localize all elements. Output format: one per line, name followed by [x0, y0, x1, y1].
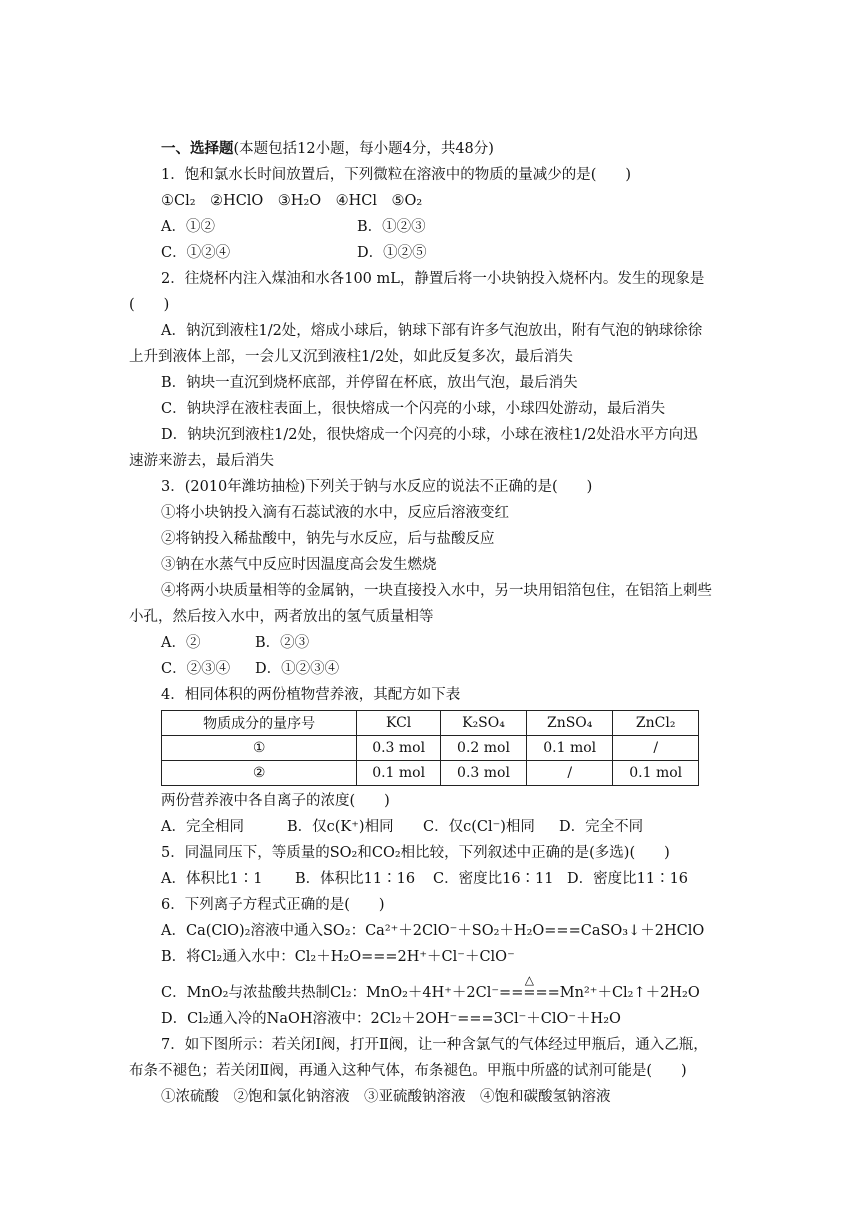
q2-stem-line1: 2．往烧杯内注入煤油和水各100 mL，静置后将一小块钠投入烧杯内。发生的现象是: [161, 271, 705, 287]
q7-items: ①浓硫酸 ②饱和氯化钠溶液 ③亚硫酸钠溶液 ④饱和碳酸氢钠溶液: [161, 1089, 611, 1105]
table-cell: 0.1 mol: [527, 736, 613, 761]
q4-option-d: D．完全不同: [559, 819, 644, 835]
q5-option-d: D．密度比11∶16: [567, 871, 689, 887]
q4-tail: 两份营养液中各自离子的浓度( ): [161, 793, 390, 809]
q3-options-ab: [129, 630, 699, 656]
table-row: [162, 761, 699, 786]
q5-options: [129, 866, 699, 892]
q7-stem-line1: 7．如下图所示：若关闭Ⅰ阀，打开Ⅱ阀，让一种含氯气的气体经过甲瓶后，通入乙瓶，: [161, 1037, 708, 1053]
q3-statement-3: ③钠在水蒸气中反应时因温度高会发生燃烧: [161, 557, 437, 573]
question-body: [129, 136, 712, 1110]
table-header-cell: 物质成分的量序号: [162, 711, 357, 736]
q5-option-b: B．体积比11∶16: [295, 871, 416, 887]
q3-options-cd: [129, 656, 699, 682]
table-header-row: [162, 711, 699, 736]
q2-option-a-line1: A．钠沉到液柱1/2处，熔成小球后，钠球下部有许多气泡放出，附有气泡的钠球徐徐: [161, 323, 703, 339]
q3-option-b: B．②③: [255, 635, 310, 651]
table-cell: ①: [162, 736, 357, 761]
q6-option-c-left: C．MnO₂与浓盐酸共热制Cl₂：MnO₂＋4H⁺＋2Cl⁻: [161, 985, 500, 1001]
q5-option-a: A．体积比1∶1: [161, 871, 263, 887]
q4-stem: 4．相同体积的两份植物营养液，其配方如下表: [161, 687, 461, 703]
q3-option-a: A．②: [161, 635, 201, 651]
q3-statement-1: ①将小块钠投入滴有石蕊试液的水中，反应后溶液变红: [161, 505, 509, 521]
q6-option-c: [129, 973, 700, 1006]
heat-triangle-icon: △: [524, 973, 535, 987]
q2-option-d-line2: 速游来游去，最后消失: [129, 453, 274, 469]
q3-option-c: C．②③④: [161, 661, 231, 677]
section-heading: [129, 136, 699, 162]
q4-option-c: C．仅c(Cl⁻)相同: [423, 819, 535, 835]
q6-option-c-right: Mn²⁺＋Cl₂↑＋2H₂O: [559, 985, 700, 1001]
table-header-cell: ZnCl₂: [613, 711, 699, 736]
q6-option-d: D．Cl₂通入冷的NaOH溶液中：2Cl₂＋2OH⁻===3Cl⁻＋ClO⁻＋H₂O: [161, 1011, 621, 1027]
q5-stem: 5．同温同压下，等质量的SO₂和CO₂相比较，下列叙述中正确的是(多选)( ): [161, 845, 670, 861]
table-cell: /: [527, 761, 613, 786]
q4-option-b: B．仅c(K⁺)相同: [287, 819, 394, 835]
table-header-cell: K₂SO₄: [440, 711, 526, 736]
q3-statement-2: ②将钠投入稀盐酸中，钠先与水反应，后与盐酸反应: [161, 531, 495, 547]
q5-option-c: C．密度比16∶11: [433, 871, 554, 887]
q1-items: ①Cl₂ ②HClO ③H₂O ④HCl ⑤O₂: [161, 193, 423, 209]
q1-option-a: A．①②: [161, 219, 215, 235]
q3-option-d: D．①②③④: [255, 661, 340, 677]
q6-option-a: A．Ca(ClO)₂溶液中通入SO₂：Ca²⁺＋2ClO⁻＋SO₂＋H₂O===CaSO₃↓＋2HClO: [161, 923, 705, 939]
reaction-arrow: =====: [499, 985, 560, 1001]
table-cell: 0.3 mol: [440, 761, 526, 786]
q2-option-d-line1: D．钠块沉到液柱1/2处，很快熔成一个闪亮的小球，小球在液柱1/2处沿水平方向迅: [161, 427, 698, 443]
q4-options: [129, 814, 699, 840]
q2-option-a-line2: 上升到液体上部，一会儿又沉到液柱1/2处，如此反复多次，最后消失: [129, 349, 573, 365]
q3-statement-4-line1: ④将两小块质量相等的金属钠，一块直接投入水中，另一块用铝箔包住，在铝箔上刺些: [161, 583, 712, 599]
q7-stem-line2: 布条不褪色；若关闭Ⅱ阀，再通入这种气体，布条褪色。甲瓶中所盛的试剂可能是( ): [129, 1063, 687, 1079]
heating-arrow: [499, 973, 560, 1006]
table-cell: 0.2 mol: [440, 736, 526, 761]
q4-option-a: A．完全相同: [161, 819, 244, 835]
q1-option-b: B．①②③: [357, 219, 426, 235]
q2-stem-line2: ( ): [129, 297, 170, 313]
section-note: (本题包括12小题，每小题4分，共48分): [233, 141, 494, 157]
table-cell: ②: [162, 761, 357, 786]
q1-stem: 1．饱和氯水长时间放置后，下列微粒在溶液中的物质的量减少的是( ): [161, 167, 632, 183]
q2-option-b: B．钠块一直沉到烧杯底部，并停留在杯底，放出气泡，最后消失: [161, 375, 578, 391]
table-row: [162, 736, 699, 761]
q3-stem: 3．(2010年潍坊抽检)下列关于钠与水反应的说法不正确的是( ): [161, 479, 593, 495]
q3-statement-4-line2: 小孔，然后按入水中，两者放出的氢气质量相等: [129, 609, 434, 625]
section-title: 一、选择题: [161, 140, 234, 157]
table-cell: 0.3 mol: [357, 736, 441, 761]
q6-stem: 6．下列离子方程式正确的是( ): [161, 897, 385, 913]
table-cell: /: [613, 736, 699, 761]
table-header-cell: ZnSO₄: [527, 711, 613, 736]
q6-option-b: B．将Cl₂通入水中：Cl₂＋H₂O===2H⁺＋Cl⁻＋ClO⁻: [161, 949, 515, 965]
q1-options-cd: [129, 240, 699, 266]
q1-option-c: C．①②④: [161, 245, 231, 261]
table-cell: 0.1 mol: [613, 761, 699, 786]
q1-option-d: D．①②⑤: [357, 245, 427, 261]
table-header-cell: KCl: [357, 711, 441, 736]
q1-options-ab: [129, 214, 699, 240]
nutrient-formula-table: [161, 710, 699, 786]
table-cell: 0.1 mol: [357, 761, 441, 786]
q2-option-c: C．钠块浮在液柱表面上，很快熔成一个闪亮的小球，小球四处游动，最后消失: [161, 401, 666, 417]
